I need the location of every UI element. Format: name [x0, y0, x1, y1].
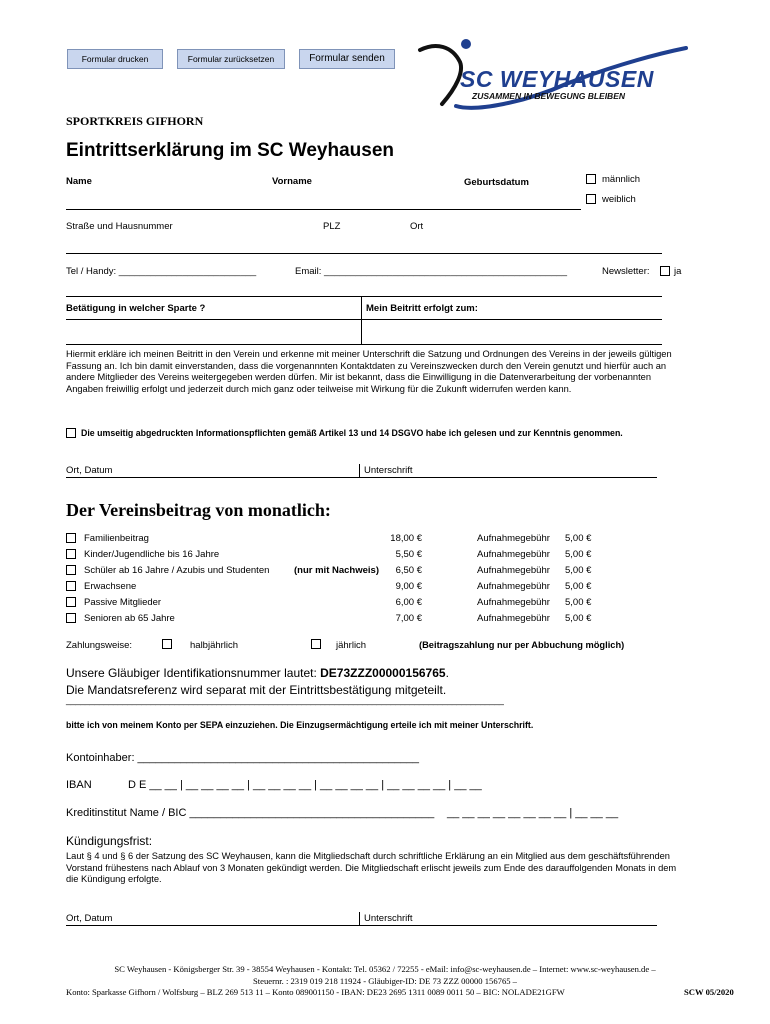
org-name: SPORTKREIS GIFHORN [66, 114, 204, 128]
sepa-authorization: bitte ich von meinem Konto per SEPA einzuziehen. Die Einzugsermächtigung erteile ich mit meiner Unterschrift. [66, 720, 534, 730]
reset-form-button[interactable]: Formular zurücksetzen [177, 49, 285, 69]
termination-signature-divider [359, 912, 360, 925]
termination-place-date-label: Ort, Datum [66, 913, 113, 924]
admission-fee-label: Aufnahmegebühr [477, 565, 550, 576]
admission-fee-amount: 5,00 € [565, 613, 592, 624]
street-label: Straße und Hausnummer [66, 221, 173, 232]
name-line[interactable] [66, 209, 581, 210]
fee-amount: 7,00 € [395, 613, 422, 624]
fee-amount: 6,00 € [395, 597, 422, 608]
female-checkbox[interactable] [586, 194, 596, 204]
zip-label: PLZ [323, 221, 341, 232]
admission-fee-amount: 5,00 € [565, 565, 592, 576]
logo-tagline: ZUSAMMEN IN BEWEGUNG BLEIBEN [472, 91, 625, 101]
send-form-button[interactable]: Formular senden [299, 49, 395, 69]
phone-field[interactable]: Tel / Handy: __________________________ [66, 266, 257, 277]
club-logo [416, 36, 696, 116]
fee-amount: 5,50 € [395, 549, 422, 560]
fee-checkbox[interactable] [66, 565, 76, 575]
fee-checkbox[interactable] [66, 533, 76, 543]
admission-fee-label: Aufnahmegebühr [477, 581, 550, 592]
fee-checkbox[interactable] [66, 549, 76, 559]
join-date-label: Mein Beitritt erfolgt zum: [366, 303, 478, 314]
bank-name-field[interactable]: Kreditinstitut Name / BIC ________________________________________ [66, 807, 435, 819]
fee-amount: 6,50 € [395, 565, 422, 576]
fee-amount: 9,00 € [395, 581, 422, 592]
female-label: weiblich [602, 194, 636, 205]
fee-checkbox[interactable] [66, 613, 76, 623]
fee-checkbox[interactable] [66, 597, 76, 607]
fee-label: Erwachsene [84, 581, 137, 592]
sepa-separator: _____________________________________________________________________________________________ [66, 695, 504, 705]
admission-fee-label: Aufnahmegebühr [477, 613, 550, 624]
termination-title: Kündigungsfrist: [66, 834, 153, 848]
address-line[interactable] [66, 253, 662, 254]
admission-fee-amount: 5,00 € [565, 581, 592, 592]
newsletter-label: Newsletter: [602, 266, 650, 277]
fees-title: Der Vereinsbeitrag von monatlich: [66, 500, 331, 520]
admission-fee-amount: 5,00 € [565, 533, 592, 544]
first-name-label: Vorname [272, 176, 312, 187]
dsgvo-text: Die umseitig abgedruckten Informationspflichten gemäß Artikel 13 und 14 DSGVO habe ich gelesen und zur Kenntnis genommen. [81, 428, 623, 438]
fee-label: Senioren ab 65 Jahre [84, 613, 175, 624]
newsletter-checkbox[interactable] [660, 266, 670, 276]
yearly-label: jährlich [336, 640, 367, 651]
footer-tax: Steuernr. : 2319 019 218 11924 - Gläubiger-ID: DE 73 ZZZ 00000 156765 – [253, 976, 517, 986]
male-label: männlich [602, 174, 641, 185]
fee-label: Kinder/Jugendliche bis 16 Jahre [84, 549, 220, 560]
debit-note: (Beitragszahlung nur per Abbuchung möglich) [419, 640, 625, 650]
page-title: Eintrittserklärung im SC Weyhausen [66, 140, 395, 161]
iban-field[interactable]: D E __ __ | __ __ __ __ | __ __ __ __ | __ __ __ __ | __ __ __ __ | __ __ [128, 779, 482, 791]
fee-note: (nur mit Nachweis) [294, 565, 379, 576]
signature-line[interactable] [66, 477, 657, 478]
termination-signature-label: Unterschrift [364, 913, 413, 924]
creditor-suffix: . [445, 666, 449, 680]
fee-checkbox[interactable] [66, 581, 76, 591]
city-label: Ort [410, 221, 424, 232]
signature-divider [359, 464, 360, 477]
bic-field[interactable]: __ __ __ __ __ __ __ __ | __ __ __ [447, 807, 619, 819]
footer-bank: Konto: Sparkasse Gifhorn / Wolfsburg – BLZ 269 513 11 – Konto 089001150 - IBAN: DE23 2695 1311 0089 0011 50 – BIC: NOLADE21GFW [66, 987, 565, 997]
yearly-checkbox[interactable] [311, 639, 321, 649]
admission-fee-amount: 5,00 € [565, 597, 592, 608]
declaration-text: Hiermit erkläre ich meinen Beitritt in den Verein und erkenne mit meiner Unterschrift die Satzung und Ordnungen des Vereins in der jeweils gültigen Fassung an. Ich bin damit einverstanden, dass die vorgenannnten Kontaktdaten zu Vereinszwecken durch den Verein genutzt und hierfür auch an andere Mitglieder des Vereins weitergegeben werden dürfen. Mir ist bekannt, dass die Einwilligung in die Datenverarbeitung der vorbenannten Angaben freiwillig erfolgt und jederzeit durch mich ganz oder teilweise mit Wirkung für die Zukunft widerrufen werden kann. [66, 349, 672, 394]
email-field[interactable]: Email: ______________________________________________ [295, 266, 568, 277]
admission-fee-label: Aufnahmegebühr [477, 549, 550, 560]
termination-text: Laut § 4 und § 6 der Satzung des SC Weyhausen, kann die Mitgliedschaft durch schriftliche Erklärung an ein Mitglied aus dem geschäftsführenden Vorstand frühestens nach Ablauf von 3 Monaten gekündigt werden. Die Mitgliedschaft erlischt jeweils zum Ende des darauffolgenden Monats in dem die Kündigung erfolgte. [66, 851, 677, 884]
sport-label: Betätigung in welcher Sparte ? [66, 303, 206, 314]
half-year-label: halbjährlich [190, 640, 239, 651]
column-divider [361, 296, 362, 344]
name-label: Name [66, 176, 92, 187]
logo-name: SC WEYHAUSEN [460, 66, 654, 92]
termination-signature-line[interactable] [66, 925, 657, 926]
payment-label: Zahlungsweise: [66, 640, 133, 651]
fee-label: Passive Mitglieder [84, 597, 162, 608]
newsletter-yes-label: ja [674, 266, 682, 277]
signature-label: Unterschrift [364, 465, 413, 476]
admission-fee-amount: 5,00 € [565, 549, 592, 560]
birth-date-label: Geburtsdatum [464, 177, 529, 188]
creditor-prefix: Unsere Gläubiger Identifikationsnummer lautet: [66, 666, 321, 680]
iban-label: IBAN [66, 779, 92, 791]
section-divider [66, 296, 662, 297]
footer-code: SCW 05/2020 [684, 987, 734, 997]
account-holder-field[interactable]: Kontoinhaber: ______________________________________________ [66, 752, 419, 764]
mandate-note: Die Mandatsreferenz wird separat mit der Eintrittsbestätigung mitgeteilt. [66, 683, 447, 697]
creditor-id: DE73ZZZ00000156765 [320, 666, 446, 680]
place-date-label: Ort, Datum [66, 465, 113, 476]
sport-line[interactable] [66, 319, 662, 320]
admission-fee-label: Aufnahmegebühr [477, 533, 550, 544]
creditor-id-line [66, 666, 449, 680]
admission-fee-label: Aufnahmegebühr [477, 597, 550, 608]
print-form-button[interactable]: Formular drucken [67, 49, 163, 69]
half-year-checkbox[interactable] [162, 639, 172, 649]
fee-label: Schüler ab 16 Jahre / Azubis und Studenten [84, 565, 270, 576]
footer-contact: SC Weyhausen - Königsberger Str. 39 - 38554 Weyhausen - Kontakt: Tel. 05362 / 72255 - eMail: info@sc-weyhausen.de – Internet: www.sc-weyhausen.de – [114, 964, 656, 974]
sport-line-2[interactable] [66, 344, 662, 345]
dsgvo-checkbox[interactable] [66, 428, 76, 438]
fee-label: Familienbeitrag [84, 533, 149, 544]
fee-amount: 18,00 € [390, 533, 422, 544]
male-checkbox[interactable] [586, 174, 596, 184]
